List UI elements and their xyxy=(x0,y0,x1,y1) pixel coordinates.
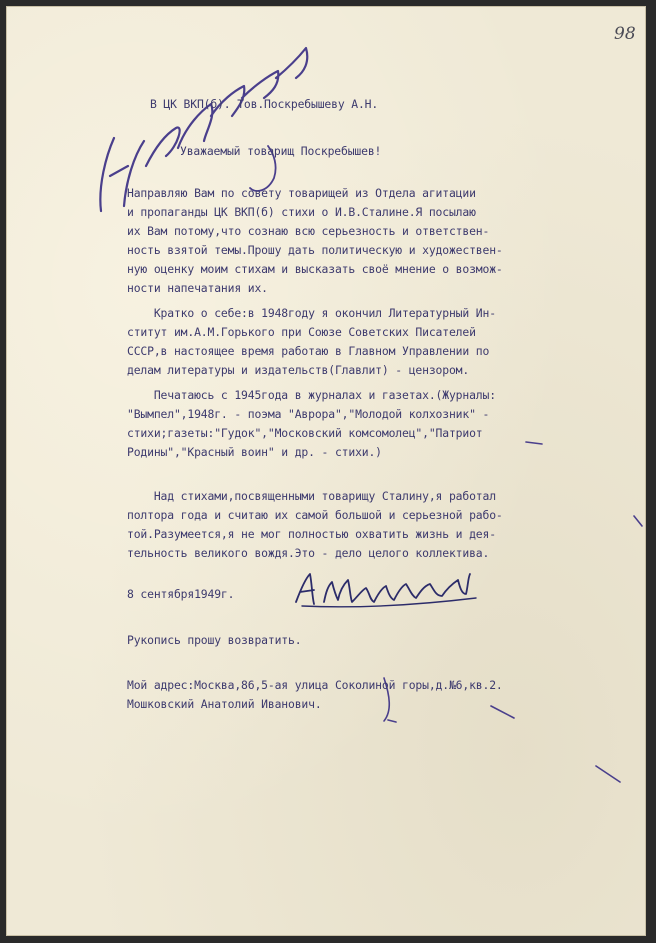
text-line: Кратко о себе:в 1948году я окончил Литературный Ин- xyxy=(127,306,496,320)
text-line: делам литературы и издательств(Главлит) - цензором. xyxy=(127,363,470,377)
text-line: той.Разумеется,я не мог полностью охватить жизнь и дея- xyxy=(127,527,496,541)
sender-name: Мошковский Анатолий Иванович. xyxy=(127,697,322,711)
text-line: ность взятой темы.Прошу дать политическую и художествен- xyxy=(127,243,503,257)
text-line: "Вымпел",1948г. - поэма "Аврора","Молодой колхозник" - xyxy=(127,407,490,421)
text-line: ности напечатания их. xyxy=(127,281,268,295)
letter-date: 8 сентября1949г. xyxy=(127,587,235,601)
author-signature xyxy=(6,6,646,936)
text-line: полтора года и считаю их самой большой и серьезной рабо- xyxy=(127,508,503,522)
text-line: тельность великого вождя.Это - дело целого коллектива. xyxy=(127,546,490,560)
text-line: ститут им.А.М.Горького при Союзе Советских Писателей xyxy=(127,325,476,339)
sender-address: Мой адрес:Москва,86,5-ая улица Соколиной горы,д.№6,кв.2. xyxy=(127,678,503,692)
text-line: Родины","Красный воин" и др. - стихи.) xyxy=(127,445,382,459)
text-line: Над стихами,посвященными товарищу Сталину,я работал xyxy=(127,489,496,503)
text-line: и пропаганды ЦК ВКП(б) стихи о И.В.Сталине.Я посылаю xyxy=(127,205,476,219)
addressee-line: В ЦК ВКП(б). Тов.Поскребышеву А.Н. xyxy=(150,97,379,111)
text-line: ную оценку моим стихам и высказать своё мнение о возмож- xyxy=(127,262,503,276)
text-line: Печатаюсь с 1945года в журналах и газетах.(Журналы: xyxy=(127,388,496,402)
text-line: их Вам потому,что сознаю всю серьезность и ответствен- xyxy=(127,224,490,238)
text-line: СССР,в настоящее время работаю в Главном Управлении по xyxy=(127,344,490,358)
document-page xyxy=(6,6,646,936)
return-request: Рукопись прошу возвратить. xyxy=(127,633,302,647)
page-number: 98 xyxy=(614,24,636,44)
text-line: Направляю Вам по совету товарищей из Отдела агитации xyxy=(127,186,476,200)
text-line: стихи;газеты:"Гудок","Московский комсомолец","Патриот xyxy=(127,426,483,440)
salutation: Уважаемый товарищ Поскребышев! xyxy=(180,144,382,158)
